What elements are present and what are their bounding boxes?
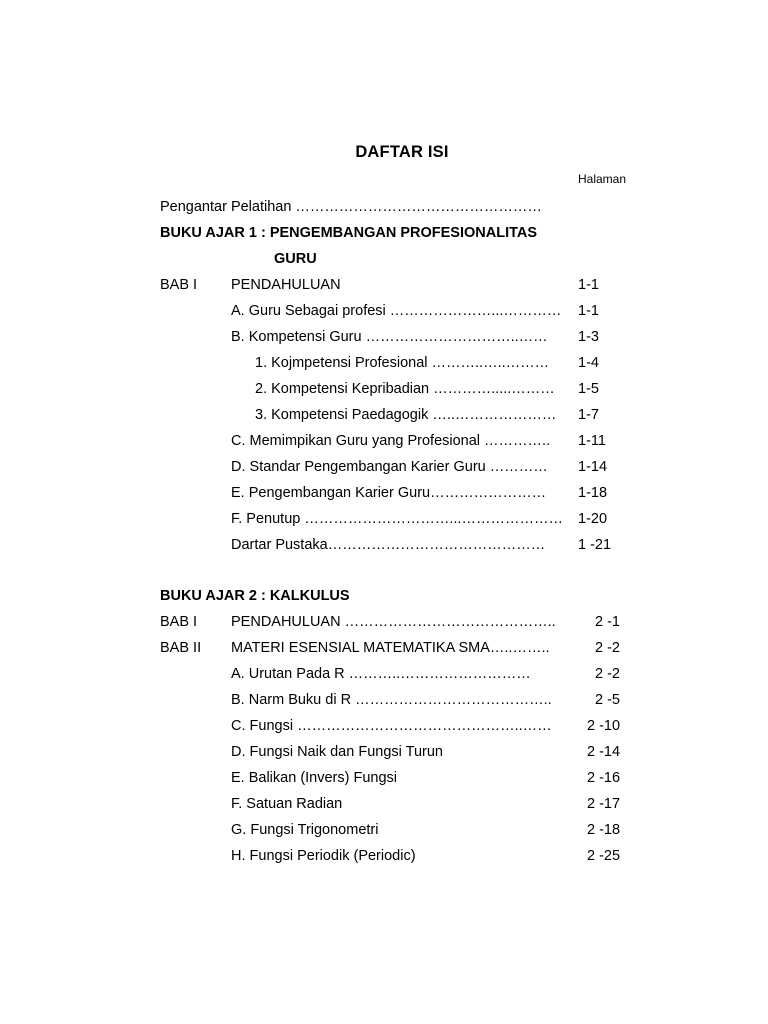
book1-heading-cont: GURU [274,251,317,267]
toc-page-number: 1-20 [578,511,608,527]
toc-entry: F. Satuan Radian [231,796,343,812]
toc-entry: B. Narm Buku di R ………………………………….. [231,692,552,708]
toc-page-number: 1-18 [578,485,608,501]
toc-entry: E. Pengembangan Karier Guru…………………… [231,485,547,501]
toc-page-number: 1-14 [578,459,608,475]
toc-page-number: 2 -17 [587,796,621,812]
toc-entry: H. Fungsi Periodik (Periodic) [231,848,416,864]
toc-page-number: 2 -18 [587,822,621,838]
toc-entry: F. Penutup …………………………...………………… [231,511,563,527]
toc-entry: C. Memimpikan Guru yang Profesional ………….. [231,433,551,449]
book2-bab2-page: 2 -2 [595,640,620,656]
toc-subentry: 1. Kojmpetensi Profesional ………..…..……… [255,355,550,371]
page-title: DAFTAR ISI [355,143,449,161]
book1-heading: BUKU AJAR 1 : PENGEMBANGAN PROFESIONALITAS [160,225,538,241]
book2-heading: BUKU AJAR 2 : KALKULUS [160,588,350,604]
book2-bab2-label: BAB II [160,640,202,656]
toc-page-number: 2 -2 [595,666,620,682]
toc-page-number: 1-7 [578,407,599,423]
page-column-label: Halaman [578,172,627,186]
toc-page-number: 2 -16 [587,770,621,786]
toc-page-number: 1-1 [578,303,599,319]
book2-bab1-page: 2 -1 [595,614,620,630]
book2-bab1-label: BAB I [160,614,198,630]
toc-entry: D. Fungsi Naik dan Fungsi Turun [231,744,443,760]
toc-page-number: 1-4 [578,355,599,371]
toc-page-number: 1-11 [578,433,606,449]
toc-entry: D. Standar Pengembangan Karier Guru ………… [231,459,548,475]
toc-entry: E. Balikan (Invers) Fungsi [231,770,398,786]
book2-bab1-title: PENDAHULUAN …………………………………….. [231,614,556,630]
toc-page-number: 1-3 [578,329,599,345]
toc-entry: B. Kompetensi Guru …………………………..…… [231,329,548,345]
toc-page-number: 2 -10 [587,718,621,734]
book1-bab1-page: 1-1 [578,277,599,293]
toc-subentry: 3. Kompetensi Paedagogik …..………………… [255,407,557,423]
toc-page-number: 2 -5 [595,692,620,708]
toc-page-number: 2 -14 [587,744,621,760]
intro-entry: Pengantar Pelatihan …………………………………………… [160,199,542,215]
book1-bab1-label: BAB I [160,277,198,293]
toc-entry: G. Fungsi Trigonometri [231,822,379,838]
toc-entry: A. Urutan Pada R ………..……………………… [231,666,531,682]
toc-page-number: 1 -21 [578,537,612,553]
toc-entry: A. Guru Sebagai profesi …………………...………… [231,303,562,319]
toc-entry: C. Fungsi ………………………………………..…… [231,718,552,734]
toc-subentry: 2. Kompetensi Kepribadian ………….....……… [255,381,555,397]
book2-bab2-title: MATERI ESENSIAL MATEMATIKA SMA…..…….. [231,640,550,656]
toc-page-number: 2 -25 [587,848,621,864]
book1-bab1-title: PENDAHULUAN [231,277,341,293]
toc-page-number: 1-5 [578,381,599,397]
toc-entry: Dartar Pustaka……………………………………… [231,537,546,553]
